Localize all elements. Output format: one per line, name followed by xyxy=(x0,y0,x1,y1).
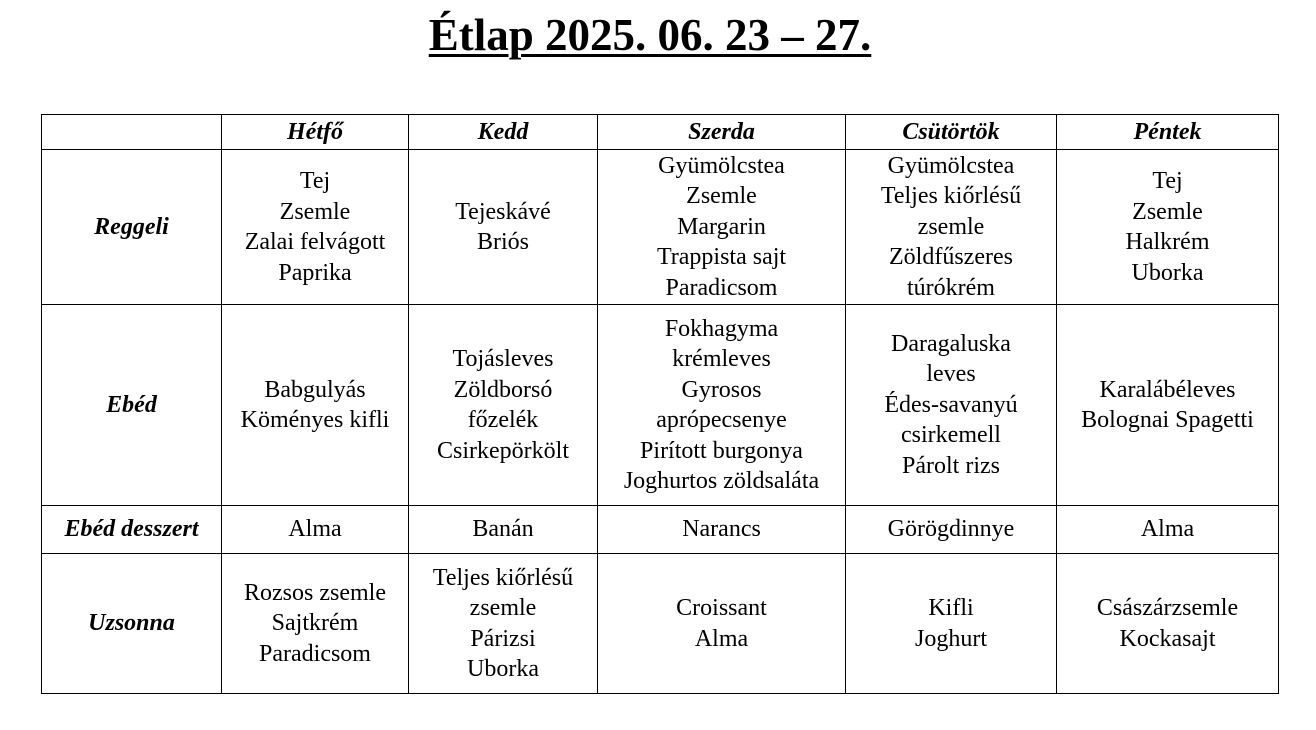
day-header-csutortok: Csütörtök xyxy=(846,115,1057,150)
menu-item: Bolognai Spagetti xyxy=(1081,407,1254,433)
menu-table xyxy=(41,114,1279,694)
menu-cell xyxy=(222,150,409,305)
menu-cell xyxy=(598,554,846,694)
menu-item: Gyümölcstea xyxy=(658,152,785,179)
menu-cell xyxy=(1057,554,1279,694)
menu-item: főzelék xyxy=(467,407,539,433)
corner-cell xyxy=(42,115,222,150)
menu-item: zsemle xyxy=(917,213,985,240)
menu-item: Briós xyxy=(476,229,529,255)
menu-cell xyxy=(222,506,409,554)
day-header-hetfo: Hétfő xyxy=(222,115,409,150)
menu-item: Görögdinnye xyxy=(887,516,1015,543)
menu-item: Halkrém xyxy=(1125,229,1210,255)
menu-item: Sajtkrém xyxy=(271,610,359,637)
menu-item: Uborka xyxy=(467,656,539,682)
menu-item: csirkemell xyxy=(901,422,1001,449)
menu-item: Zsemle xyxy=(1132,198,1203,225)
meal-label-ebed: Ebéd xyxy=(42,305,222,506)
page-title: Étlap 2025. 06. 23 – 27. xyxy=(428,10,872,60)
menu-item: Paradicsom xyxy=(259,640,371,667)
menu-item: Croissant xyxy=(676,595,767,621)
menu-cell xyxy=(1057,150,1279,305)
meal-row-ebed xyxy=(42,305,1279,506)
menu-cell xyxy=(846,305,1057,506)
menu-cell xyxy=(409,150,598,305)
menu-item: Csirkepörkölt xyxy=(437,437,569,464)
menu-cell xyxy=(598,506,846,554)
menu-item: Fokhagyma xyxy=(664,315,779,342)
menu-cell xyxy=(846,150,1057,305)
menu-item: Zsemle xyxy=(279,198,351,225)
menu-item: Gyrosos xyxy=(681,376,762,403)
menu-item: Tej xyxy=(1152,168,1183,194)
meal-row-uzsonna xyxy=(42,554,1279,694)
menu-item: Rozsos zsemle xyxy=(244,579,386,606)
menu-item: Paradicsom xyxy=(665,274,778,301)
menu-item: Kockasajt xyxy=(1119,625,1216,652)
menu-item: Karalábéleves xyxy=(1099,376,1236,403)
day-header-kedd: Kedd xyxy=(409,115,598,150)
menu-item: Köményes kifli xyxy=(240,407,390,433)
menu-item: Alma xyxy=(694,625,749,652)
day-header-pentek: Péntek xyxy=(1057,115,1279,150)
menu-item: krémleves xyxy=(672,346,771,372)
menu-item: leves xyxy=(926,361,976,388)
meal-label-reggeli: Reggeli xyxy=(42,150,222,305)
meal-row-ebed-desszert xyxy=(42,506,1279,554)
menu-cell xyxy=(598,150,846,305)
menu-item: Babgulyás xyxy=(264,376,366,403)
day-header-szerda: Szerda xyxy=(598,115,846,150)
meal-label-ebed-desszert: Ebéd desszert xyxy=(42,506,222,554)
menu-item: Uborka xyxy=(1131,259,1204,286)
menu-item: Margarin xyxy=(677,213,766,240)
menu-item: Gyümölcstea xyxy=(887,152,1015,179)
menu-item: Paprika xyxy=(278,259,352,286)
menu-item: Párizsi xyxy=(470,625,536,652)
menu-item: Császárzsemle xyxy=(1096,595,1239,621)
menu-item: Zalai felvágott xyxy=(244,229,386,255)
menu-item: Narancs xyxy=(682,516,761,543)
menu-cell xyxy=(409,554,598,694)
menu-item: Alma xyxy=(1140,516,1195,543)
menu-item: Zsemle xyxy=(686,183,757,210)
menu-item: Banán xyxy=(472,516,534,543)
menu-item: Daragaluska xyxy=(891,330,1011,357)
menu-item: Zöldborsó xyxy=(453,376,553,403)
menu-cell xyxy=(846,554,1057,694)
menu-item: Édes-savanyú xyxy=(884,391,1018,418)
menu-item: aprópecsenye xyxy=(656,407,787,433)
menu-item: Tej xyxy=(299,168,331,194)
menu-cell xyxy=(598,305,846,506)
menu-item: Pirított burgonya xyxy=(640,437,803,464)
header-row xyxy=(42,115,1279,150)
menu-cell xyxy=(1057,506,1279,554)
menu-item: Joghurtos zöldsaláta xyxy=(623,468,820,494)
menu-item: Teljes kiőrlésű xyxy=(880,183,1022,210)
menu-cell xyxy=(222,554,409,694)
menu-cell xyxy=(222,305,409,506)
menu-item: Kifli xyxy=(928,595,974,621)
menu-item: Alma xyxy=(288,516,342,543)
menu-item: Teljes kiőrlésű xyxy=(432,564,574,591)
menu-item: Zöldfűszeres xyxy=(889,244,1013,271)
menu-item: túrókrém xyxy=(907,274,995,301)
menu-item: Joghurt xyxy=(915,625,987,652)
menu-item: Trappista sajt xyxy=(656,244,787,271)
menu-item: Tojásleves xyxy=(452,346,554,372)
menu-cell xyxy=(846,506,1057,554)
menu-cell xyxy=(1057,305,1279,506)
meal-row-reggeli xyxy=(42,150,1279,305)
menu-cell xyxy=(409,305,598,506)
menu-item: zsemle xyxy=(469,595,537,621)
menu-cell xyxy=(409,506,598,554)
meal-label-uzsonna: Uzsonna xyxy=(42,554,222,694)
menu-item: Tejeskávé xyxy=(455,198,551,225)
menu-item: Párolt rizs xyxy=(902,452,1000,479)
